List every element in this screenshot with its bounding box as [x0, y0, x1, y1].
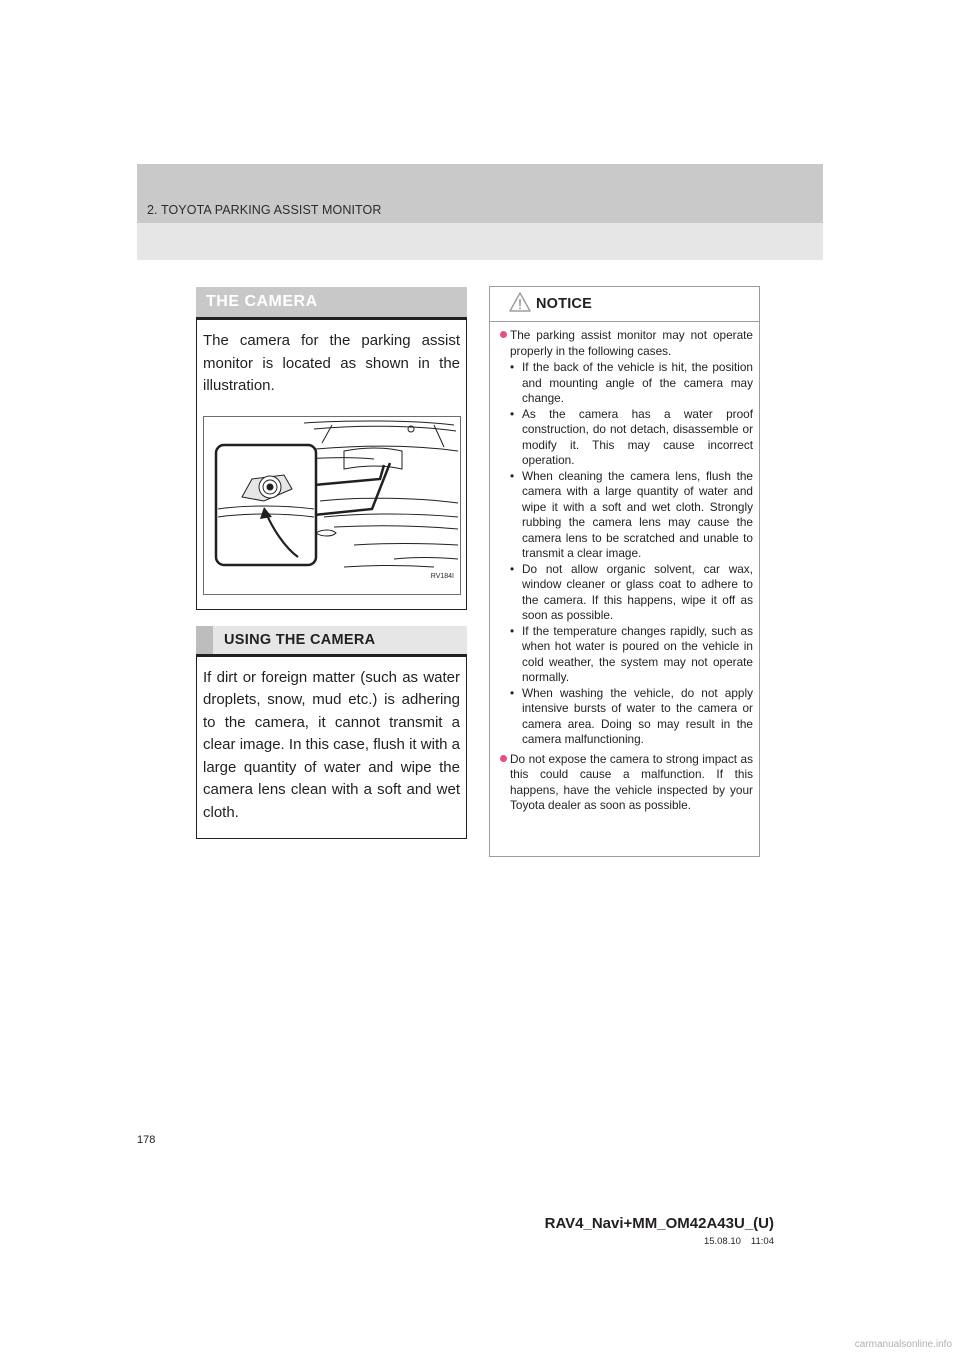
using-camera-title: USING THE CAMERA — [224, 631, 376, 648]
figure-label: RV184I — [430, 573, 454, 580]
camera-description: The camera for the parking assist monitor is located as shown in the illustration. — [203, 332, 460, 394]
bullet-mark-icon: • — [510, 406, 515, 421]
bullet-mark-icon: • — [510, 685, 515, 700]
page-header — [137, 164, 823, 260]
bullet-mark-icon: • — [510, 360, 515, 374]
notice-sublist — [508, 360, 753, 748]
subitem-text: When washing the vehicle, do not apply intensive bursts of water to the camera or camera area. Doing so may result in the camera malfunctioning. — [522, 685, 753, 746]
document-code: RAV4_Navi+MM_OM42A43U_(U) — [544, 1215, 774, 1232]
print-date: 15.08.10 — [703, 1236, 741, 1247]
bullet-dot-icon — [500, 755, 507, 762]
notice-subitem — [508, 686, 753, 748]
camera-illustration — [203, 416, 461, 595]
notice-body — [490, 322, 759, 814]
notice-subitem — [508, 469, 753, 562]
camera-section — [196, 287, 467, 610]
notice-subitem — [508, 407, 753, 469]
camera-section-header — [196, 287, 467, 317]
notice-subitem — [508, 360, 753, 407]
warning-triangle-icon — [508, 291, 532, 313]
print-time: 11:04 — [750, 1236, 774, 1247]
notice-header — [490, 287, 759, 322]
bullet-mark-icon: • — [510, 468, 515, 483]
page-number: 178 — [137, 1134, 156, 1146]
chapter-title: 2. TOYOTA PARKING ASSIST MONITOR — [147, 203, 382, 217]
subitem-text: As the camera has a water proof construction, do not detach, disassemble or modify it. This may cause incorrect operation. — [522, 406, 753, 467]
using-camera-body: If dirt or foreign matter (such as water droplets, snow, mud etc.) is adhering to the camera, it cannot transmit a clear image. In this case, flush it with a large quantity of water and wipe the camera lens clean with a soft and wet cloth. — [196, 657, 467, 840]
notice-box — [489, 286, 760, 857]
bullet-dot-icon — [500, 331, 507, 338]
subitem-text: Do not allow organic solvent, car wax, window cleaner or glass coat to adhere to the camera. If this happens, wipe it off as soon as possible. — [522, 561, 753, 622]
subitem-text: If the back of the vehicle is hit, the position and mounting angle of the camera may change. — [522, 360, 753, 405]
camera-location-drawing — [204, 417, 460, 594]
camera-section-title: THE CAMERA — [206, 293, 318, 310]
notice-title: NOTICE — [536, 296, 592, 312]
camera-section-body — [196, 320, 467, 610]
using-camera-header — [196, 626, 467, 654]
notice-item — [500, 328, 753, 748]
notice-item-text: The parking assist monitor may not operate properly in the following cases. — [510, 328, 753, 358]
subitem-text: If the temperature changes rapidly, such as when hot water is poured on the vehicle in cold weather, the system may not operate normally. — [522, 623, 753, 684]
notice-subitem — [508, 562, 753, 624]
header-marker — [196, 626, 213, 654]
subitem-text: When cleaning the camera lens, flush the camera with a large quantity of water and wipe it with a soft and wet cloth. Strongly rubbing the camera lens may cause the camera lens to be scratched and unable to transmit a clear image. — [522, 468, 753, 560]
bullet-mark-icon: • — [510, 623, 515, 638]
site-watermark: carmanualsonline.info — [854, 1339, 952, 1350]
bullet-mark-icon: • — [510, 561, 515, 576]
notice-item — [500, 752, 753, 814]
notice-subitem — [508, 624, 753, 686]
print-stamp — [704, 1236, 774, 1247]
left-column — [196, 287, 467, 839]
notice-item-text: Do not expose the camera to strong impact as this could cause a malfunction. If this happens, have the vehicle inspected by your Toyota dealer as soon as possible. — [510, 751, 753, 812]
using-camera-section — [196, 626, 467, 840]
